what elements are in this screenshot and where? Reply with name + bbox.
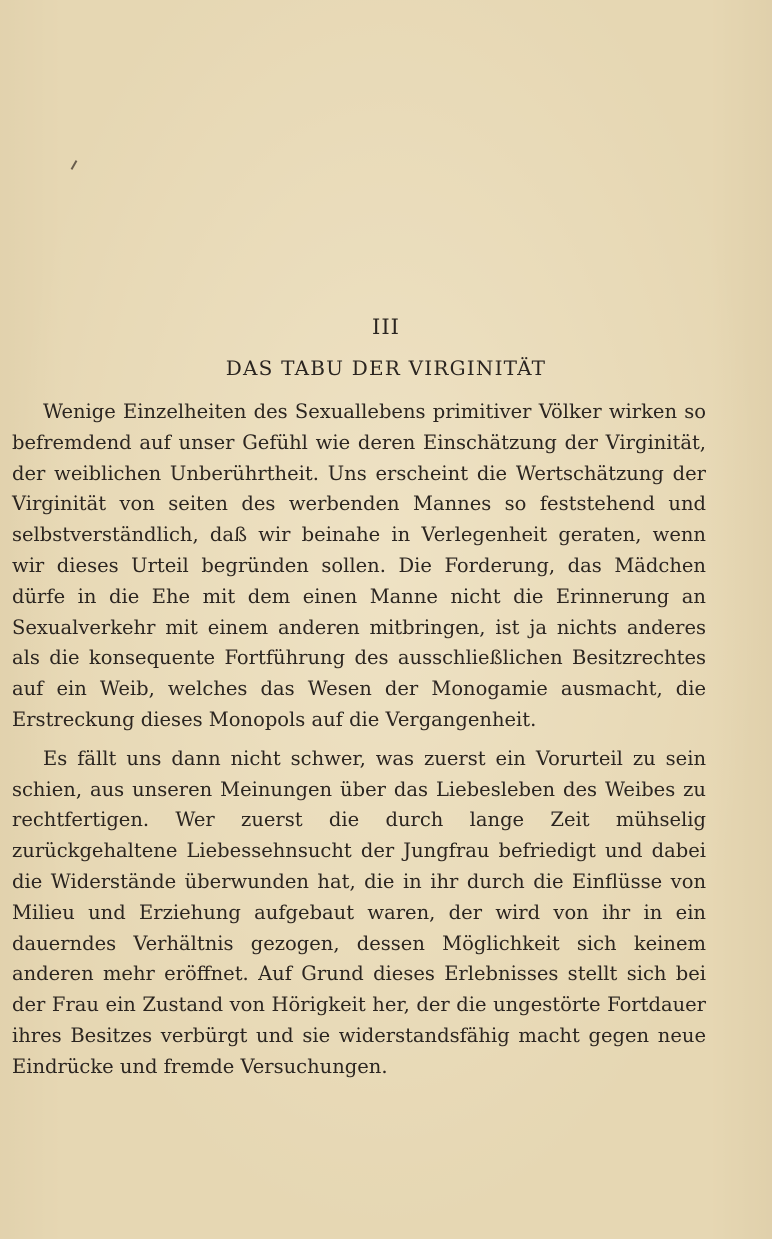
paragraph-2: Es fällt uns dann nicht schwer, was zuerst ein Vorurteil zu sein schien, aus unseren Meinungen über das Liebesleben des Weibes zu rechtfertigen. Wer zuerst die durch lange Zeit mühselig zurückgehaltene Liebessehnsucht der Jungfrau befriedigt und dabei die Widerstände überwunden hat, die in ihr durch die Einflüsse von Milieu und Erziehung aufgebaut waren, der wird von ihr in ein dauerndes Verhältnis gezogen, dessen Möglichkeit sich keinem anderen mehr eröffnet. Auf Grund dieses Erlebnisses stellt sich bei der Frau ein Zustand von Hörigkeit her, der die ungestörte Fortdauer ihres Besitzes verbürgt und sie widerstandsfähig macht gegen neue Eindrücke und fremde Versuchungen. [12, 746, 706, 1078]
chapter-title: DAS TABU DER VIRGINITÄT [225, 356, 547, 380]
ink-speck [71, 160, 78, 170]
body-text [12, 397, 706, 1091]
paragraph-1: Wenige Einzelheiten des Sexuallebens primitiver Völker wirken so befremdend auf unser Gefühl wie deren Einschätzung der Virginität, der weiblichen Unberührtheit. Uns erscheint die Wertschätzung der Virginität von seiten des werbenden Mannes so feststehend und selbstverständlich, daß wir beinahe in Verlegenheit geraten, wenn wir dieses Urteil begründen sollen. Die Forderung, das Mädchen dürfe in die Ehe mit dem einen Manne nicht die Erinnerung an Sexualverkehr mit einem anderen mitbringen, ist ja nichts anderes als die konsequente Fortführung des ausschließlichen Besitzrechtes auf ein Weib, welches das Wesen der Monogamie ausmacht, die Erstreckung dieses Monopols auf die Vergangenheit. [12, 400, 706, 731]
chapter-number: III [372, 315, 400, 339]
